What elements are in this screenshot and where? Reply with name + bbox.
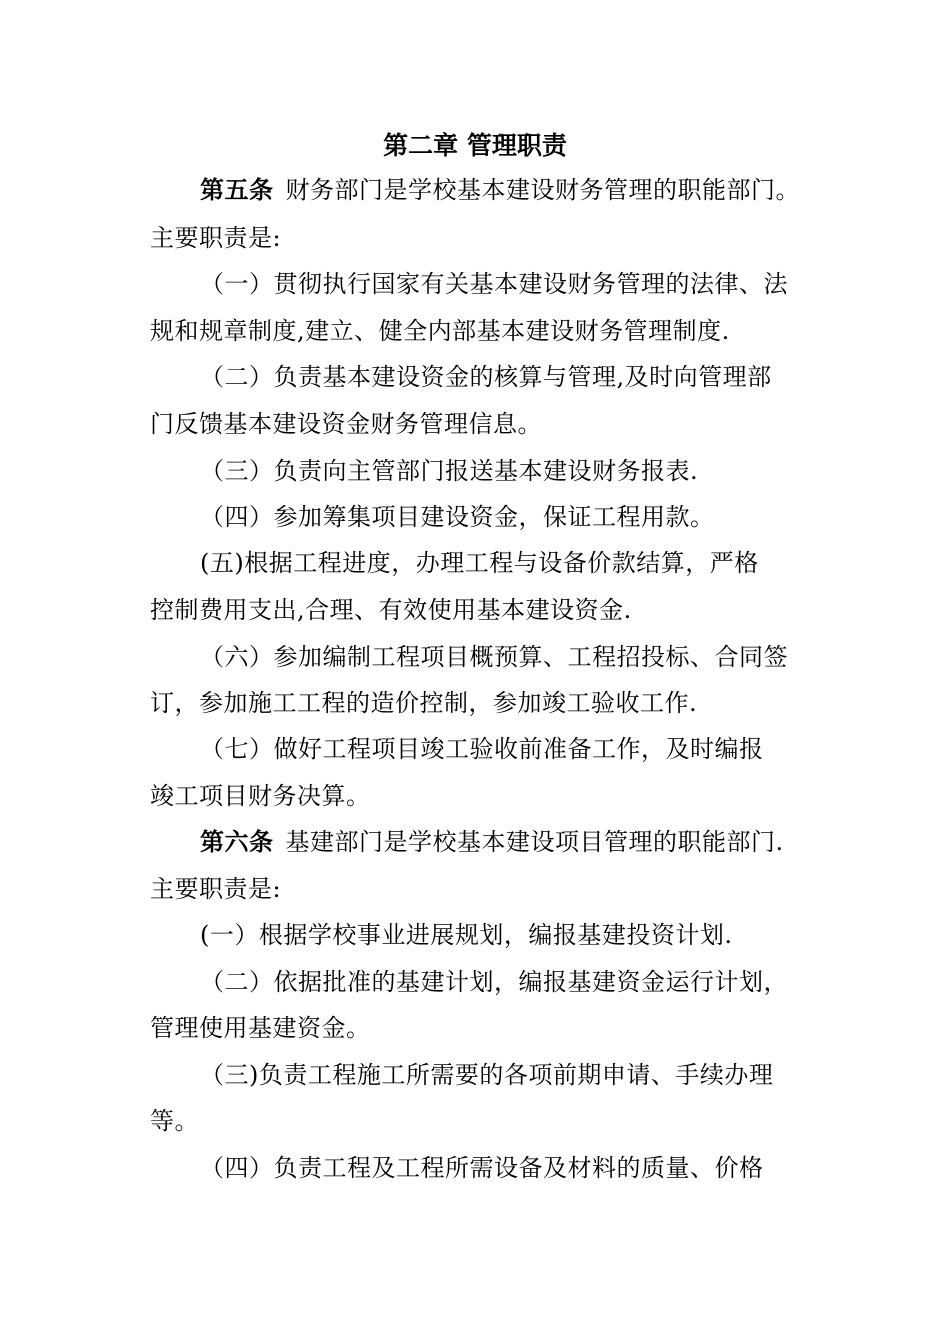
article-6-item-2-line-1: （二）依据批准的基建计划，编报基建资金运行计划， <box>200 968 788 996</box>
article-5-item-1-line-1: （一）贯彻执行国家有关基本建设财务管理的法律、法 <box>200 270 788 298</box>
article-5-intro-cont: 主要职责是: <box>150 224 282 252</box>
article-6-item-3-line-2: 等。 <box>150 1107 199 1135</box>
article-6-item-4-line-1: （四）负责工程及工程所需设备及材料的质量、价格 <box>200 1154 764 1182</box>
article-5-item-5-line-2: 控制费用支出,合理、有效使用基本建设资金. <box>150 596 632 624</box>
article-5-intro: 财务部门是学校基本建设财务管理的职能部门。 <box>285 176 800 204</box>
article-5-item-6-line-1: （六）参加编制工程项目概预算、工程招投标、合同签 <box>200 643 788 671</box>
article-6-number: 第六条 <box>200 827 274 856</box>
article-6-intro-cont: 主要职责是: <box>150 875 282 903</box>
article-6-intro: 基建部门是学校基本建设项目管理的职能部门. <box>285 828 784 856</box>
article-5-item-1-line-2: 规和规章制度,建立、健全内部基本建设财务管理制度. <box>150 317 730 345</box>
article-5-item-7-line-1: （七）做好工程项目竣工验收前准备工作，及时编报 <box>200 735 764 763</box>
article-5-item-7-line-2: 竣工项目财务决算。 <box>150 782 371 810</box>
article-5-item-3: （三）负责向主管部门报送基本建设财务报表. <box>200 457 699 485</box>
article-5-item-5-line-1: (五)根据工程进度，办理工程与设备价款结算，严格 <box>200 549 759 577</box>
article-5-heading <box>200 170 812 210</box>
article-6-item-1: (一）根据学校事业进展规划，编报基建投资计划. <box>200 921 733 949</box>
article-5-item-4: （四）参加筹集项目建设资金，保证工程用款。 <box>200 503 715 531</box>
article-5-number: 第五条 <box>200 175 274 204</box>
chapter-title: 第二章 管理职责 <box>383 131 567 160</box>
article-5-item-2-line-2: 门反馈基本建设资金财务管理信息。 <box>150 410 542 438</box>
article-6-item-2-line-2: 管理使用基建资金。 <box>150 1014 371 1042</box>
article-5-item-2-line-1: （二）负责基本建设资金的核算与管理,及时向管理部 <box>200 363 772 391</box>
article-6-item-3-line-1: （三)负责工程施工所需要的各项前期申请、手续办理 <box>200 1061 774 1089</box>
article-5-item-6-line-2: 订，参加施工工程的造价控制，参加竣工验收工作. <box>150 689 698 717</box>
article-6-heading <box>200 822 812 862</box>
